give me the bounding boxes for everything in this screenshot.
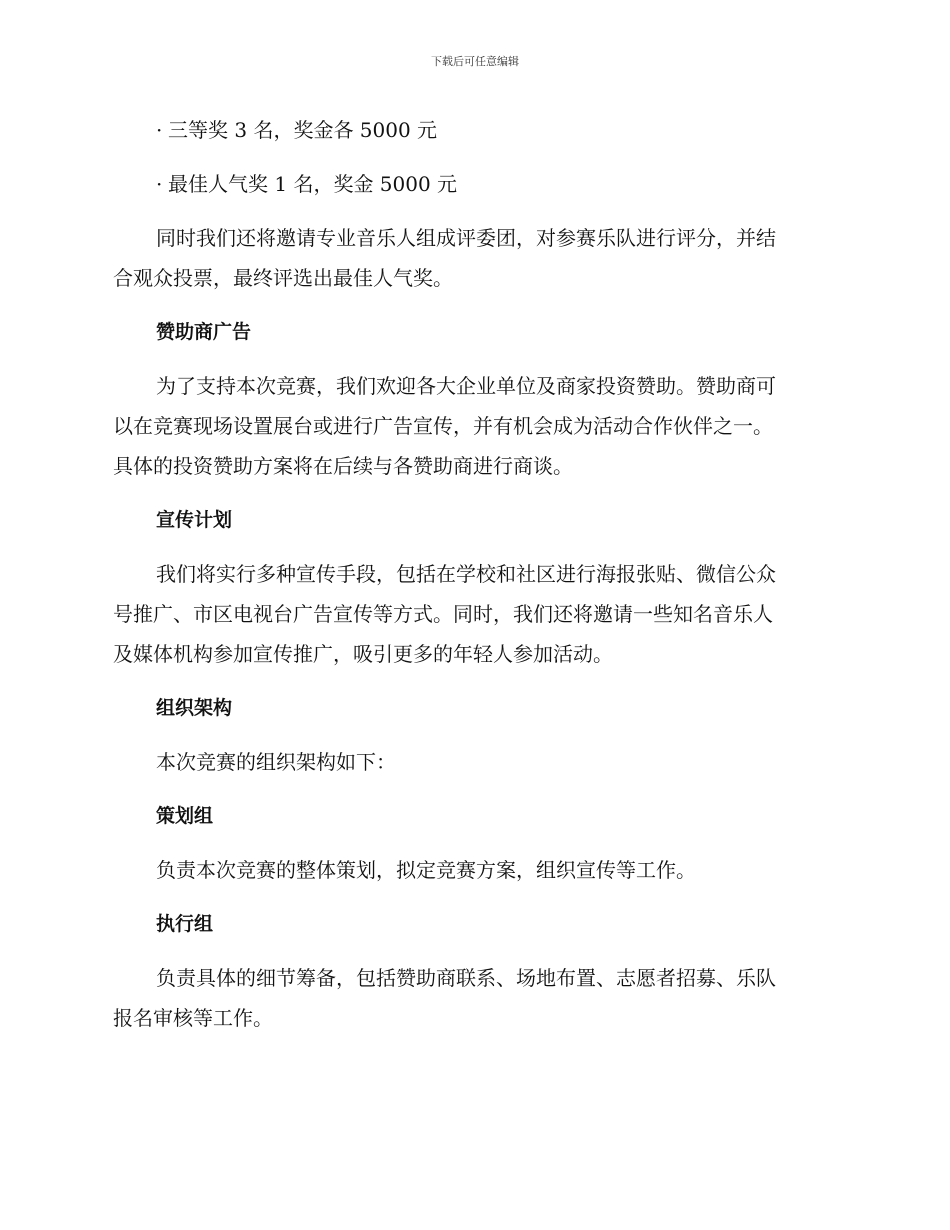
sponsor-paragraph bbox=[113, 366, 837, 486]
prize-bullet bbox=[113, 164, 837, 204]
paragraph-line: 同时我们还将邀请专业音乐人组成评委团，对参赛乐队进行评分，并结 bbox=[156, 226, 776, 250]
paragraph-line: 报名审核等工作。 bbox=[113, 1006, 273, 1030]
section-heading-organization: 组织架构 bbox=[156, 697, 233, 719]
paragraph-line: 具体的投资赞助方案将在后续与各赞助商进行商谈。 bbox=[113, 454, 573, 478]
bullet-text: 三等奖 3 名，奖金各 5000 元 bbox=[168, 118, 438, 142]
section-heading-publicity: 宣传计划 bbox=[156, 509, 233, 531]
organization-intro: 本次竞赛的组织架构如下： bbox=[156, 750, 396, 774]
paragraph-line: 合观众投票，最终评选出最佳人气奖。 bbox=[113, 266, 453, 290]
paragraph-line: 为了支持本次竞赛，我们欢迎各大企业单位及商家投资赞助。赞助商可 bbox=[156, 374, 776, 398]
planning-paragraph: 负责本次竞赛的整体策划，拟定竞赛方案，组织宣传等工作。 bbox=[156, 858, 696, 882]
publicity-paragraph bbox=[113, 554, 837, 674]
prize-bullet bbox=[113, 110, 837, 150]
section-heading-execution: 执行组 bbox=[156, 913, 214, 935]
bullet-text: 最佳人气奖 1 名，奖金 5000 元 bbox=[168, 172, 458, 196]
paragraph-line: 及媒体机构参加宣传推广，吸引更多的年轻人参加活动。 bbox=[113, 642, 613, 666]
execution-paragraph bbox=[113, 958, 837, 1038]
judging-paragraph bbox=[113, 218, 837, 298]
section-heading-planning: 策划组 bbox=[156, 805, 214, 827]
page-header: 下载后可任意编辑 bbox=[431, 55, 519, 68]
section-heading-sponsor: 赞助商广告 bbox=[156, 321, 252, 343]
bullet-dot-icon: · bbox=[156, 118, 163, 142]
paragraph-line: 我们将实行多种宣传手段，包括在学校和社区进行海报张贴、微信公众 bbox=[156, 562, 776, 586]
bullet-dot-icon: · bbox=[156, 172, 163, 196]
paragraph-line: 以在竞赛现场设置展台或进行广告宣传，并有机会成为活动合作伙伴之一。 bbox=[113, 414, 773, 438]
paragraph-line: 号推广、市区电视台广告宣传等方式。同时，我们还将邀请一些知名音乐人 bbox=[113, 602, 773, 626]
paragraph-line: 负责具体的细节筹备，包括赞助商联系、场地布置、志愿者招募、乐队 bbox=[156, 966, 776, 990]
document-body bbox=[113, 110, 837, 1038]
